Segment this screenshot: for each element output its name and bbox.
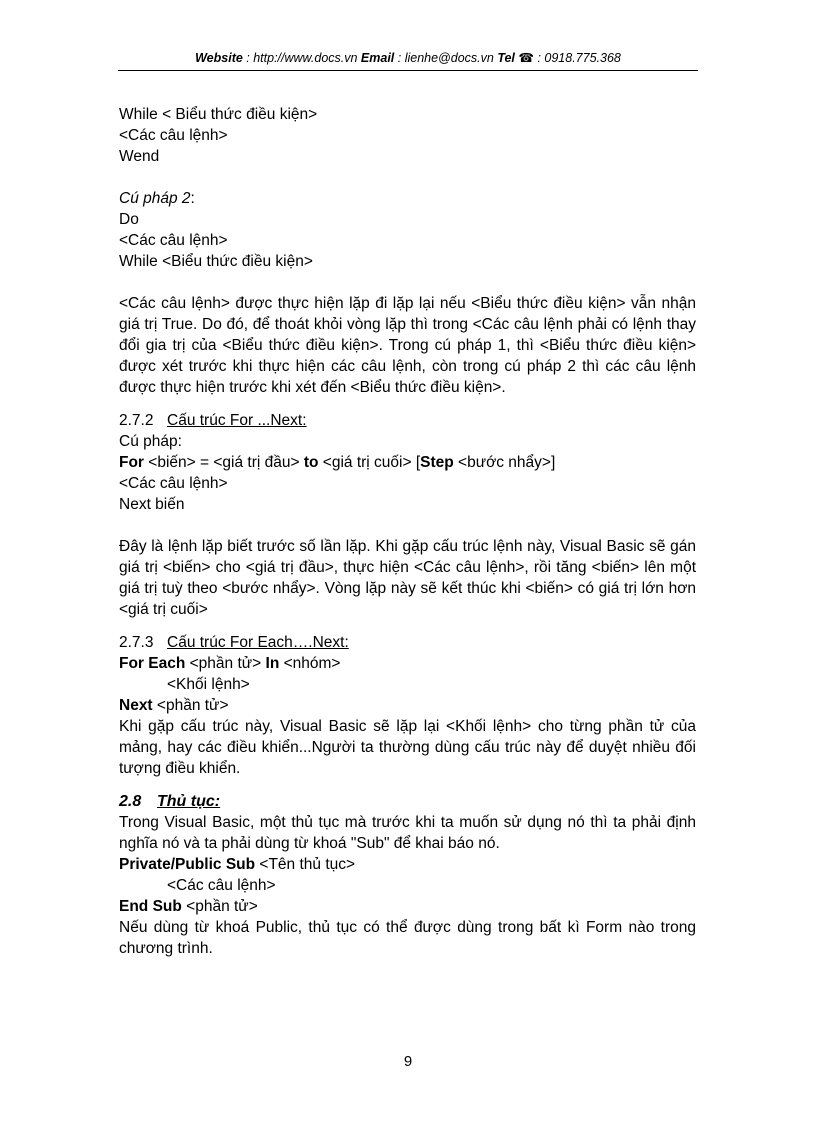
- syntax2-title: Cú pháp 2: [119, 190, 191, 207]
- syntax1-line1: While < Biểu thức điều kiện>: [119, 106, 318, 123]
- for-part2: <giá trị cuối> [: [318, 454, 421, 471]
- step-keyword: Step: [420, 454, 454, 471]
- end-sub-rest: <phần tử>: [181, 898, 258, 915]
- section-272-title: Cấu trúc For ...Next:: [167, 412, 307, 429]
- section-28-title: Thủ tục:: [157, 793, 221, 810]
- for-keyword: For: [119, 454, 144, 471]
- sub-rest: <Tên thủ tục>: [255, 856, 356, 873]
- foreach-part1: <phần tử>: [185, 655, 266, 672]
- foreach-part2: <nhóm>: [279, 655, 341, 672]
- public-procedure-paragraph: Nếu dùng từ khoá Public, thủ tục có thể được dùng trong bất kì Form nào trong chương trình.: [119, 919, 696, 957]
- sub-syntax-line: [119, 854, 696, 875]
- page-content: [119, 104, 696, 959]
- website-value: : http://www.docs.vn: [242, 51, 361, 65]
- next-rest: <phần tử>: [152, 697, 229, 714]
- end-sub-line: [119, 896, 696, 917]
- syntax1-line3: Wend: [119, 148, 160, 165]
- section-28-heading: [119, 791, 696, 812]
- while-explanation-paragraph: <Các câu lệnh> được thực hiện lặp đi lặp lại nếu <Biểu thức điều kiện> vẫn nhận giá trị True. Do đó, để thoát khỏi vòng lặp thì trong <Các câu lệnh phải có lệnh thay đổi gia trị của <Biểu thức điều kiện>. Trong cú pháp 1, thì <Biểu thức điều kiện> được xét trước khi thực hiện các câu lệnh, còn trong cú pháp 2 thì các câu lệnh được thực hiện trước khi xét đến <Biểu thức điều kiện>.: [119, 295, 696, 396]
- syntax2-line2: <Các câu lệnh>: [119, 232, 228, 249]
- email-value: : lienhe@docs.vn: [394, 51, 498, 65]
- for-body-line: <Các câu lệnh>: [119, 475, 228, 492]
- procedure-intro-paragraph: Trong Visual Basic, một thủ tục mà trước khi ta muốn sử dụng nó thì ta phải định nghĩa nó và ta phải dùng từ khoá "Sub" để khai báo nó.: [119, 814, 696, 852]
- for-syntax-line: [119, 452, 696, 473]
- email-label: Email: [360, 51, 395, 65]
- sub-keyword: Private/Public Sub: [119, 856, 256, 873]
- for-next-line: Next biến: [119, 496, 185, 513]
- section-273-title: Cấu trúc For Each….Next:: [167, 634, 349, 651]
- website-label: Website: [195, 51, 243, 65]
- foreach-syntax-line: [119, 653, 696, 674]
- to-keyword: to: [303, 454, 319, 471]
- telephone-icon: ☎: [518, 51, 534, 65]
- section-272-heading: [119, 410, 696, 431]
- for-explanation-paragraph: Đây là lệnh lặp biết trước số lần lặp. Khi gặp cấu trúc lệnh này, Visual Basic sẽ gán giá trị <biến> cho <giá trị đầu>, thực hiện <Các câu lệnh>, rồi tăng <biến> lên một giá trị tuỳ theo <bước nhẩy>. Vòng lặp này sẽ kết thúc khi <biến> có giá trị lớn hơn <giá trị cuối>: [119, 538, 696, 618]
- next-keyword: Next: [119, 697, 153, 714]
- foreach-explanation-paragraph: Khi gặp cấu trúc này, Visual Basic sẽ lặp lại <Khối lệnh> cho từng phần tử của mảng, hay các điều khiển...Người ta thường dùng cấu trúc này để duyệt nhiều đối tượng điều khiển.: [119, 718, 696, 777]
- syntax2-title-suffix: :: [190, 190, 195, 207]
- for-part3: <bước nhẩy>]: [453, 454, 556, 471]
- syntax2-heading: [119, 188, 696, 209]
- syntax1-line2: <Các câu lệnh>: [119, 127, 228, 144]
- section-272-number: 2.7.2: [119, 412, 154, 429]
- section-273-number: 2.7.3: [119, 634, 154, 651]
- for-part1: <biến> = <giá trị đầu>: [143, 454, 304, 471]
- foreach-next-line: [119, 695, 696, 716]
- syntax2-line3: While <Biểu thức điều kiện>: [119, 253, 313, 270]
- section-273-heading: [119, 632, 696, 653]
- syntax2-line1: Do: [119, 211, 139, 228]
- page-number: 9: [403, 1053, 413, 1070]
- in-keyword: In: [265, 655, 280, 672]
- foreach-keyword: For Each: [119, 655, 186, 672]
- sub-body-line: <Các câu lệnh>: [167, 877, 276, 894]
- foreach-block-line: <Khối lệnh>: [167, 676, 250, 693]
- page-header: [118, 50, 698, 71]
- section-28-number: 2.8: [119, 793, 142, 810]
- tel-label: Tel: [497, 51, 515, 65]
- tel-value: : 0918.775.368: [533, 51, 621, 65]
- section-272-syntax-label: Cú pháp:: [119, 433, 182, 450]
- end-sub-keyword: End Sub: [119, 898, 182, 915]
